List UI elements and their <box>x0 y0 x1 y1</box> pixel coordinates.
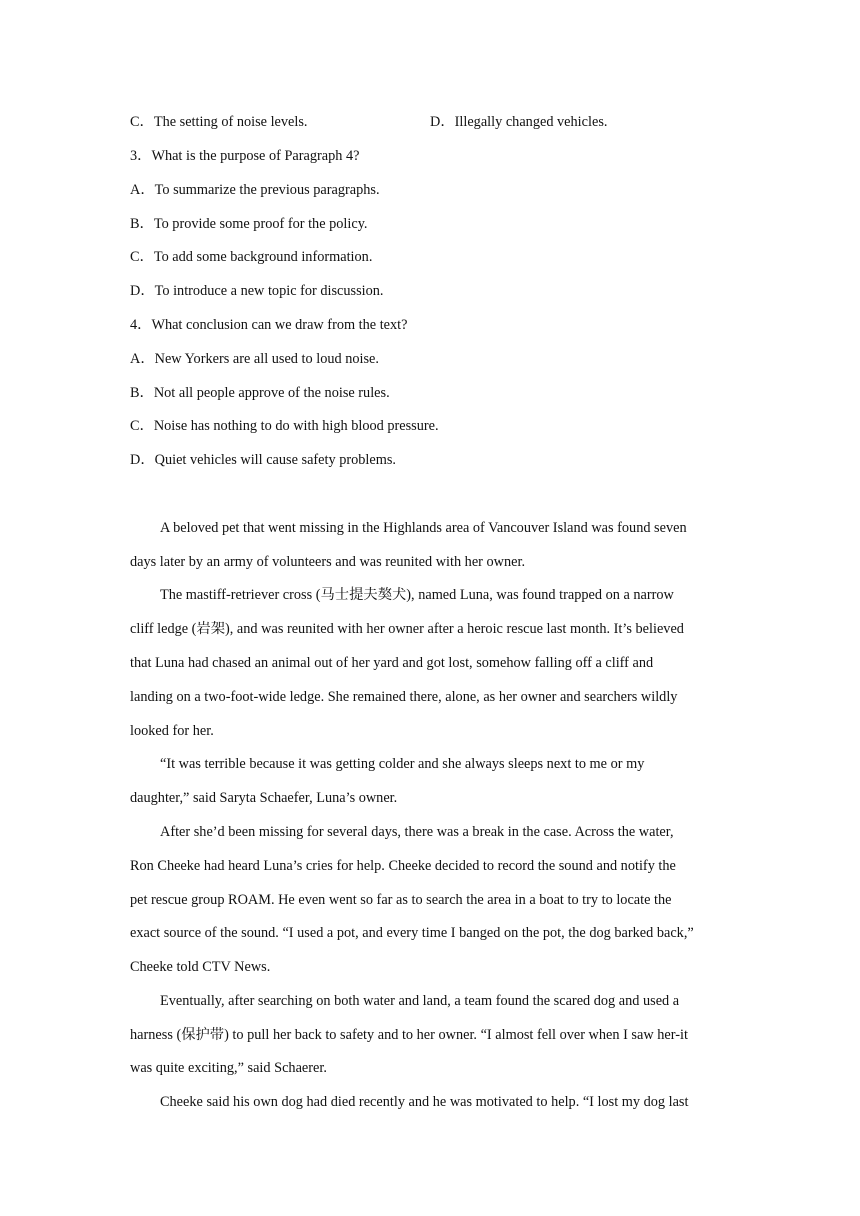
passage-line: “It was terrible because it was getting colder and she always sleeps next to me or my <box>160 756 645 772</box>
passage-line: pet rescue group ROAM. He even went so far as to search the area in a boat to try to locate the <box>130 892 672 908</box>
q4-option-d: D．Quiet vehicles will cause safety problems. <box>130 452 397 468</box>
passage-line: looked for her. <box>130 723 214 739</box>
q3-question: 3．What is the purpose of Paragraph 4? <box>130 148 360 164</box>
passage-line: The mastiff-retriever cross (马士提夫獒犬), named Luna, was found trapped on a narrow <box>160 587 674 603</box>
passage-line: days later by an army of volunteers and was reunited with her owner. <box>130 554 526 570</box>
q2-option-c: C．The setting of noise levels. <box>130 114 308 130</box>
passage-line: Cheeke said his own dog had died recently and he was motivated to help. “I lost my dog last <box>160 1094 689 1110</box>
q4-option-b: B．Not all people approve of the noise rules. <box>130 385 390 401</box>
passage-line: was quite exciting,” said Schaerer. <box>130 1060 327 1076</box>
q3-option-c: C．To add some background information. <box>130 249 373 265</box>
passage-line: exact source of the sound. “I used a pot, and every time I banged on the pot, the dog barked back,” <box>130 925 694 941</box>
q3-option-d: D．To introduce a new topic for discussion. <box>130 283 384 299</box>
passage-line: A beloved pet that went missing in the Highlands area of Vancouver Island was found seven <box>160 520 687 536</box>
q4-option-c: C．Noise has nothing to do with high blood pressure. <box>130 418 439 434</box>
passage-line: Eventually, after searching on both water and land, a team found the scared dog and used a <box>160 993 680 1009</box>
passage-line: Ron Cheeke had heard Luna’s cries for help. Cheeke decided to record the sound and notify the <box>130 858 676 874</box>
q4-option-a: A．New Yorkers are all used to loud noise. <box>130 351 379 367</box>
q3-option-b: B．To provide some proof for the policy. <box>130 216 368 232</box>
passage-line: Cheeke told CTV News. <box>130 959 271 975</box>
q4-question: 4．What conclusion can we draw from the text? <box>130 317 408 333</box>
q3-option-a: A．To summarize the previous paragraphs. <box>130 182 380 198</box>
passage-line: harness (保护带) to pull her back to safety and to her owner. “I almost fell over when I saw her-it <box>130 1027 688 1043</box>
passage-line: that Luna had chased an animal out of her yard and got lost, somehow falling off a cliff and <box>130 655 654 671</box>
passage-line: landing on a two-foot-wide ledge. She remained there, alone, as her owner and searchers wildly <box>130 689 678 705</box>
passage-line: cliff ledge (岩架), and was reunited with her owner after a heroic rescue last month. It’s believed <box>130 621 684 637</box>
passage-line: After she’d been missing for several days, there was a break in the case. Across the water, <box>160 824 674 840</box>
q2-option-d: D．Illegally changed vehicles. <box>430 114 608 130</box>
passage-line: daughter,” said Saryta Schaefer, Luna’s owner. <box>130 790 398 806</box>
